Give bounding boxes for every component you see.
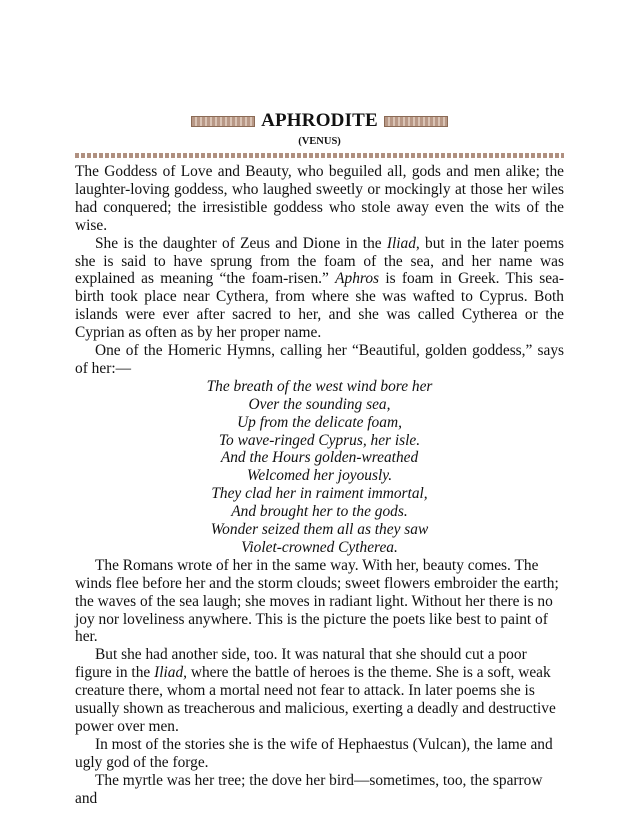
- paragraph-3: One of the Homeric Hymns, calling her “Beautiful, golden goddess,” says of her:—: [75, 342, 564, 377]
- title-row: [75, 108, 564, 134]
- verse-line: Welcomed her joyously.: [246, 467, 393, 485]
- verse-line: They clad her in raiment immortal,: [211, 485, 428, 503]
- paragraph-1: The Goddess of Love and Beauty, who beguiled all, gods and men alike; the laughter-loving goddess, who laughed sweetly or mockingly at those her wiles had conquered; the irresistible goddess who stole away even the wits of the wise.: [75, 163, 564, 234]
- italic-iliad: Iliad,: [154, 664, 187, 682]
- cut-off-line-wrapper: [75, 771, 564, 807]
- verse-line: Wonder seized them all as they saw: [210, 521, 429, 538]
- body-text: [75, 163, 564, 807]
- paragraph-6: In most of the stories she is the wife of Hephaestus (Vulcan), the lame and ugly god of the forge.: [75, 735, 553, 771]
- verse-line: The breath of the west wind bore her: [206, 377, 433, 395]
- paragraph-4: The Romans wrote of her in the same way. With her, beauty comes. The winds flee before her and the storm clouds; sweet flowers embroider the earth; the waves of the sea laugh; she moves in radiant light. Without her there is no joy nor loveliness anywhere. This is the picture the poets like best to paint of her.: [75, 556, 559, 646]
- chapter-subtitle: (VENUS): [298, 136, 341, 147]
- paragraph-2: She is the daughter of Zeus and Dione in the Iliad, but in the later poems she is said to have sprung from the foam of the sea, and her name was explained as meaning “the foam-risen.” Aphros is foam in Greek. This sea-birth took place near Cythera, from where she was wafted to Cyprus. Both islands were ever after sacred to her, and she was called Cytherea or the Cyprian as often as by her proper name.: [75, 234, 564, 342]
- verse-line: And brought her to the gods.: [231, 503, 408, 521]
- chapter-title: APHRODITE: [261, 110, 378, 131]
- verse-line: Up from the delicate foam,: [237, 413, 402, 431]
- verse-line: Violet-crowned Cytherea.: [241, 538, 398, 556]
- right-ornament: [384, 116, 448, 127]
- decorative-rule: [75, 153, 564, 158]
- verse-line: To wave-ringed Cyprus, her isle.: [218, 431, 421, 449]
- paragraph-5: But she had another side, too. It was natural that she should cut a poor figure in the Iliad, where the battle of heroes is the theme. She is a soft, weak creature there, whom a mortal need not fear to attack. In later poems she is usually shown as treacherous and malicious, exerting a deadly and destructive power over men.: [75, 646, 556, 735]
- page: [75, 108, 564, 807]
- italic-aphros: Aphros: [335, 270, 380, 288]
- left-ornament: [191, 116, 255, 127]
- paragraph-7: The myrtle was her tree; the dove her bird—sometimes, too, the sparrow and: [75, 771, 543, 807]
- verse-line: Over the sounding sea,: [248, 395, 391, 413]
- hymn-verse: [75, 378, 564, 557]
- verse-line: And the Hours golden-wreathed: [220, 449, 419, 467]
- italic-iliad: Iliad,: [386, 234, 420, 252]
